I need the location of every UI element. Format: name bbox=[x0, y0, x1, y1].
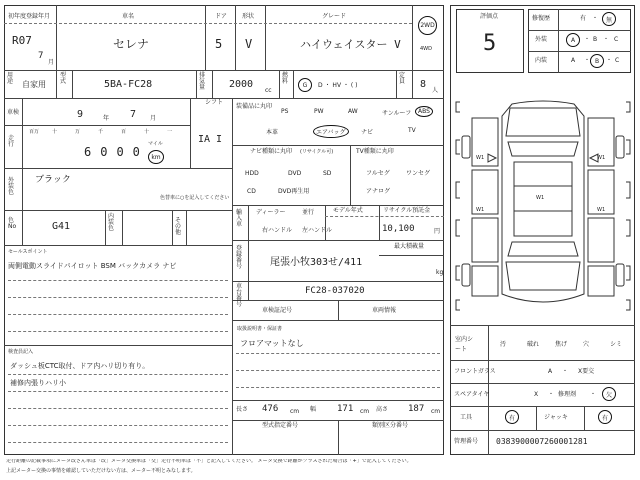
equipment-row-2 bbox=[250, 127, 440, 139]
spare-opt-sep1: ・ bbox=[548, 391, 555, 398]
seat-option-1: 破れ bbox=[527, 341, 540, 348]
doors-value: 5 bbox=[215, 37, 223, 51]
odo-unit-4: 百 bbox=[121, 129, 127, 135]
shape-value: V bbox=[245, 37, 253, 51]
interior-color-label: 内装色 bbox=[108, 213, 115, 232]
odo-label: 走行 bbox=[8, 135, 15, 148]
type-number-label: 型式指定番号 bbox=[262, 422, 299, 429]
inspection-month: 7 bbox=[130, 109, 137, 120]
height-label: 高さ bbox=[376, 406, 389, 413]
exterior-label: 外装色 bbox=[8, 177, 15, 196]
int-opt-a: A bbox=[571, 57, 576, 64]
reg-year-value: R07 bbox=[12, 34, 32, 47]
km-circle: km bbox=[148, 150, 164, 164]
equipment-item-0: PS bbox=[281, 108, 289, 115]
seat-option-3: 穴 bbox=[583, 341, 590, 348]
inspector-label: 検査員記入 bbox=[8, 349, 34, 355]
ext-grade-a-circle: A bbox=[566, 33, 580, 47]
inspector-line-1: ダッシュ板CTC取付、ドア内ハリ切り有り。 bbox=[10, 362, 150, 370]
width-value: 171 bbox=[337, 404, 354, 414]
shape-label: 形状 bbox=[242, 13, 255, 20]
tools-label: 工具 bbox=[460, 414, 473, 421]
odo-unit-1: 十 bbox=[52, 129, 58, 135]
ext-opt-sep1: ・ bbox=[584, 36, 591, 43]
repair-no-circle: 無 bbox=[602, 12, 616, 26]
int-opt-c: C bbox=[615, 57, 620, 64]
color-no-value: G41 bbox=[52, 221, 71, 232]
nav-type-label: ナビ種類に丸印 bbox=[250, 148, 293, 155]
drive-2wd-circle: 2WD bbox=[418, 16, 437, 35]
reg-year-label: 初年度登録年月 bbox=[8, 13, 51, 20]
mgmt-label: 管理番号 bbox=[454, 438, 479, 445]
reg-month-unit: 月 bbox=[48, 59, 55, 66]
mgmt-value: 0383900007260001281 bbox=[496, 437, 588, 446]
nav-dvd: DVD bbox=[288, 170, 302, 177]
int-grade-label: 内装 bbox=[535, 57, 548, 64]
inspection-year: 9 bbox=[77, 109, 84, 120]
other-label: その他 bbox=[175, 217, 182, 236]
height-unit: cm bbox=[431, 408, 441, 415]
glass-label: フロントガラス bbox=[454, 368, 496, 375]
glass-opt-replace: X要交 bbox=[578, 368, 595, 375]
cert-label: 車検証記号 bbox=[262, 307, 293, 314]
car-name-value: セレナ bbox=[113, 37, 150, 51]
int-grade-b-circle: B bbox=[590, 54, 604, 68]
glass-opt-sep: ・ bbox=[562, 368, 569, 375]
usage-value: 自家用 bbox=[22, 80, 46, 89]
capacity-value: 8 bbox=[420, 79, 427, 90]
equipment-item-b-0: 本革 bbox=[266, 129, 279, 136]
equipment-item-b-1: エアバッグ bbox=[313, 125, 349, 138]
class-number-label: 類別区分番号 bbox=[372, 422, 409, 429]
equipment-item-b-2: ナビ bbox=[361, 129, 374, 136]
history-lhd: 左ハンドル bbox=[302, 227, 333, 234]
odo-unit-3: 千 bbox=[98, 129, 104, 135]
tools-circle: 有 bbox=[505, 410, 519, 424]
inspector-line-2: 補修内張りハリ小 bbox=[10, 379, 66, 387]
equipment-item-1: PW bbox=[314, 108, 324, 115]
tv-analog: アナログ bbox=[366, 188, 391, 195]
shift-label: シフト bbox=[205, 99, 224, 106]
seat-option-2: 焦げ bbox=[555, 341, 568, 348]
manual-value: フロアマットなし bbox=[240, 339, 304, 348]
displacement-label: 排気量 bbox=[199, 72, 206, 91]
drive-4wd-label: 4WD bbox=[420, 46, 432, 52]
reg-month-value: 7 bbox=[38, 51, 44, 61]
diagram-mark-4: W1 bbox=[597, 207, 606, 213]
equipment-row-1 bbox=[272, 108, 440, 120]
sales-points-text: 両側電動スライドパイロット BSM バックカメラ ナビ bbox=[8, 262, 177, 270]
nav-dvd-play: DVD再生用 bbox=[278, 188, 310, 195]
kg-unit: kg bbox=[436, 269, 444, 276]
diagram-mark-5: W1 bbox=[536, 195, 545, 201]
chassis-value: FC28-037020 bbox=[305, 286, 365, 296]
color-no-label: 色No bbox=[8, 217, 17, 230]
equipment-item-3: サンルーフ bbox=[382, 110, 412, 117]
height-value: 187 bbox=[408, 404, 425, 414]
model-year-label: モデル年式 bbox=[333, 207, 363, 214]
grade-value: ハイウェイスター V bbox=[300, 38, 401, 51]
spare-opt-x: X bbox=[534, 391, 539, 398]
int-opt-sep2: ・ bbox=[606, 57, 613, 64]
shift-value: IA I bbox=[198, 134, 223, 145]
capacity-unit: 人 bbox=[432, 87, 439, 94]
fuel-options: D ・ HV ・ ( ) bbox=[318, 82, 358, 89]
equipment-item-4: ABS bbox=[415, 106, 433, 117]
history-label: 輸入車 bbox=[236, 209, 243, 228]
grade-label: グレード bbox=[322, 13, 347, 20]
diagram-mark-2: W1 bbox=[597, 155, 606, 161]
model-label: 型式 bbox=[60, 72, 67, 85]
ext-opt-sep2: ・ bbox=[603, 36, 610, 43]
length-label: 長さ bbox=[236, 406, 249, 413]
tv-type-label: TV種類に丸印 bbox=[356, 148, 394, 155]
max-load-label: 最大積載量 bbox=[394, 243, 425, 250]
recycle-label: リサイクル預託金 bbox=[383, 207, 431, 214]
ext-opt-c: C bbox=[614, 36, 619, 43]
nav-hdd: HDD bbox=[245, 170, 259, 177]
width-label: 幅 bbox=[310, 406, 317, 413]
recycle-value: 10,100 bbox=[382, 224, 415, 234]
odo-unit-2: 万 bbox=[75, 129, 81, 135]
tv-oneseg: ワンセグ bbox=[406, 170, 431, 177]
spare-missing-circle: 欠 bbox=[602, 387, 616, 401]
spare-opt-repair: 修理剤 bbox=[558, 391, 577, 398]
usage-label: 用途 bbox=[7, 72, 14, 85]
width-unit: cm bbox=[360, 408, 370, 415]
nav-sd: SD bbox=[323, 170, 332, 177]
recycle-yen: 円 bbox=[434, 228, 441, 235]
repair-opt-yes: 有 bbox=[580, 15, 587, 22]
int-opt-sep1: ・ bbox=[584, 57, 591, 64]
glass-opt-a: A bbox=[548, 368, 553, 375]
fuel-label: 燃料 bbox=[282, 72, 289, 85]
spare-label: スペアタイヤ bbox=[454, 391, 490, 398]
fuel-gasoline-circle: G bbox=[298, 78, 312, 92]
capacity-label: 定員 bbox=[399, 72, 406, 85]
length-unit: cm bbox=[290, 408, 300, 415]
registration-label: 登録番号 bbox=[236, 245, 243, 270]
tv-fullseg: フルセグ bbox=[366, 170, 390, 177]
jack-circle: 有 bbox=[598, 410, 612, 424]
equipment-label: 装備品に丸印 bbox=[236, 103, 273, 110]
exterior-color-value: ブラック bbox=[35, 175, 71, 185]
diagram-mark-3: W1 bbox=[476, 207, 485, 213]
equipment-item-2: AW bbox=[348, 108, 358, 115]
history-domestic: 右ハンドル bbox=[262, 227, 293, 234]
manual-label: 取扱説明書・保証書 bbox=[237, 326, 283, 332]
history-import: 並行 bbox=[302, 209, 315, 216]
ext-opt-b: B bbox=[593, 36, 598, 43]
chassis-label: 車台番号 bbox=[236, 283, 243, 308]
plate-value: 尾張小牧303せ/411 bbox=[270, 257, 363, 268]
history-dealer: ディーラー bbox=[256, 209, 286, 216]
inspection-month-unit: 月 bbox=[150, 115, 157, 122]
seat-option-4: シミ bbox=[610, 341, 623, 348]
score-value: 5 bbox=[483, 31, 497, 56]
jack-label: ジャッキ bbox=[544, 414, 568, 421]
sales-points-label: セールスポイント bbox=[8, 249, 48, 255]
inspection-label: 車検 bbox=[7, 109, 20, 116]
vehicle-info-label: 車両情報 bbox=[372, 307, 397, 314]
footer-line-1: 走行距離の記載事項にメータ改ざん車は「改」メータ交換車は「交」走行不明車は「不」と記入してください。 メータ交換で距離がプラスされた場合は「+」で記入してください。 bbox=[6, 459, 412, 464]
cc-unit: cc bbox=[265, 87, 272, 94]
nav-cd: CD bbox=[247, 188, 256, 195]
doors-label: ドア bbox=[215, 13, 227, 20]
displacement-value: 2000 bbox=[229, 79, 254, 90]
diagram-mark-1: W1 bbox=[476, 155, 485, 161]
footer-line-2: 上記メーター交換の事情を確認していただけない方は、メーター不明とみなします。 bbox=[6, 468, 196, 474]
nav-type-note: (リサイクル可) bbox=[300, 149, 334, 155]
seat-options-row bbox=[494, 339, 632, 349]
seat-label: 室内シート bbox=[455, 336, 474, 353]
miles-label: マイル bbox=[148, 141, 163, 147]
seat-option-0: 汚 bbox=[500, 341, 507, 348]
repair-label: 修復歴 bbox=[532, 15, 551, 22]
odo-unit-6: 一 bbox=[167, 129, 173, 135]
repair-opt-sep: ・ bbox=[592, 15, 599, 22]
car-name-label: 車名 bbox=[122, 13, 135, 20]
repaint-note: 色替車に○を記入してください bbox=[160, 195, 230, 201]
odo-unit-0: 百万 bbox=[29, 129, 40, 135]
model-value: 5BA-FC28 bbox=[104, 79, 153, 90]
inspection-year-unit: 年 bbox=[103, 115, 110, 122]
score-label: 評価点 bbox=[480, 13, 499, 20]
odo-unit-row bbox=[26, 128, 186, 136]
length-value: 476 bbox=[262, 404, 279, 414]
equipment-item-b-3: TV bbox=[408, 127, 416, 134]
ext-grade-label: 外装 bbox=[535, 36, 548, 43]
odo-value: 6000 bbox=[84, 145, 149, 159]
odo-unit-5: 十 bbox=[144, 129, 150, 135]
spare-opt-sep2: ・ bbox=[590, 391, 597, 398]
